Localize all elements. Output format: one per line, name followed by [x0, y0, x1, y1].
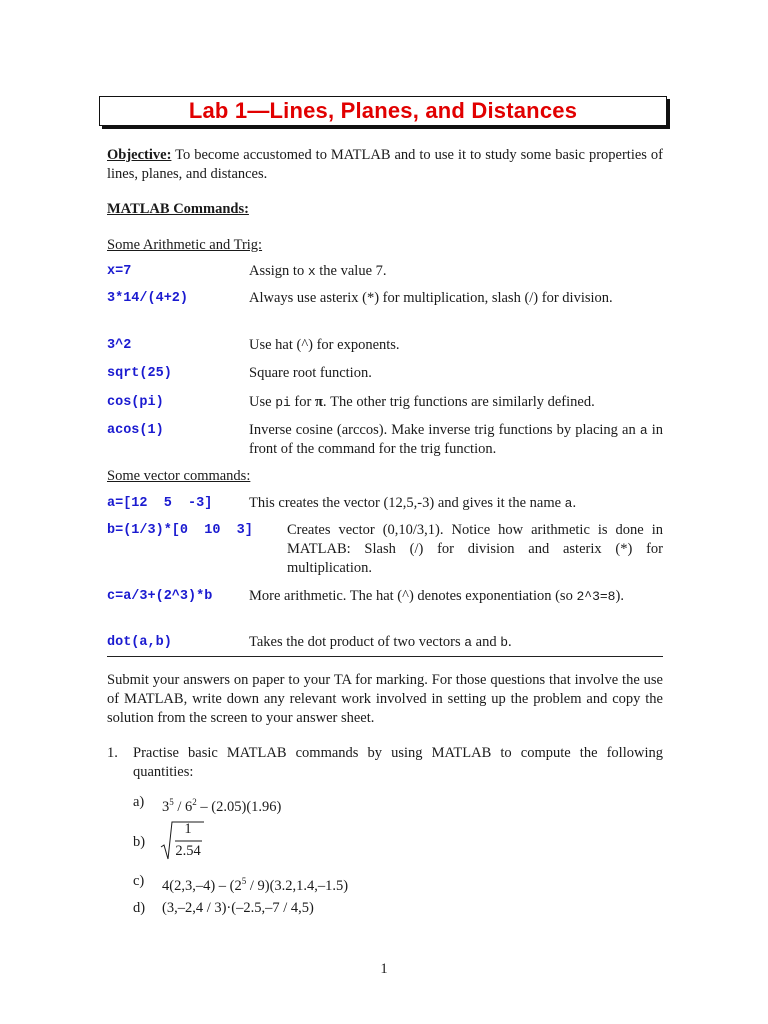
- page-number: 1: [380, 961, 388, 977]
- command-description: Creates vector (0,10/3,1). Notice how arithmetic is done in MATLAB: Slash (/) for division and asterix (*) for multiplication.: [287, 522, 663, 576]
- command-description: Use pi for π. The other trig functions are similarly defined.: [249, 394, 595, 410]
- command-description: This creates the vector (12,5,-3) and gives it the name a.: [249, 495, 577, 511]
- expression-a: $3^5 / 6^2 - (2.05)(1.96)$: [162, 797, 282, 815]
- expression-b-sqrt: [160, 819, 208, 863]
- expression-c: $4(2,3,-4) - (2^5 / 9)(3.2,1.4,-1.5)$: [162, 876, 349, 894]
- command-description: Use hat (^) for exponents.: [249, 337, 400, 353]
- question-text: Practise basic MATLAB commands by using MATLAB to compute the following quantities:: [133, 745, 663, 780]
- command-description: Inverse cosine (arccos). Make inverse trig functions by placing an a in front of the command for the trig function.: [249, 422, 663, 457]
- command-description: Assign to x the value 7.: [249, 263, 387, 279]
- command-vector-c: c=a/3+(2^3)*b: [107, 589, 213, 604]
- command-description: Square root function.: [249, 365, 372, 381]
- command-arithmetic: 3*14/(4+2): [107, 291, 189, 306]
- objective-label: Objective:: [107, 147, 172, 163]
- command-description: Always use asterix (*) for multiplication, slash (/) for division.: [249, 290, 613, 306]
- instructions-paragraph: Submit your answers on paper to your TA for marking. For those questions that involve the use of MATLAB, write down any relevant work involved in setting up the problem and copy the solution from the screen to your answer sheet.: [107, 672, 663, 726]
- title-box: [99, 96, 667, 126]
- command-dot: dot(a,b): [107, 635, 172, 650]
- objective-text: To become accustomed to MATLAB and to use it to study some basic properties of lines, planes, and distances.: [107, 147, 663, 182]
- command-vector-a: a=[12 5 -3]: [107, 496, 213, 511]
- command-description: Takes the dot product of two vectors a and b.: [249, 634, 512, 650]
- part-label-a: a): [133, 794, 145, 810]
- fraction-denominator: 2.54: [175, 843, 201, 859]
- vector-heading: Some vector commands:: [107, 468, 251, 484]
- commands-heading: MATLAB Commands:: [107, 201, 249, 217]
- fraction-numerator: 1: [184, 821, 192, 837]
- command-cos: cos(pi): [107, 395, 164, 410]
- part-label-c: c): [133, 873, 145, 889]
- part-label-b: b): [133, 834, 146, 850]
- arithmetic-heading: Some Arithmetic and Trig:: [107, 237, 263, 253]
- command-vector-b: b=(1/3)*[0 10 3]: [107, 523, 253, 538]
- expression-d: (3,–2,4 / 3)·(–2.5,–7 / 4,5): [162, 900, 314, 916]
- command-description: More arithmetic. The hat (^) denotes exponentiation (so 2^3=8).: [249, 588, 624, 604]
- part-label-d: d): [133, 900, 146, 916]
- question-number: 1.: [107, 745, 118, 761]
- page-title: Lab 1—Lines, Planes, and Distances: [188, 98, 578, 123]
- command-power: 3^2: [107, 338, 132, 353]
- section-divider: [107, 656, 663, 657]
- command-x-assign: x=7: [107, 264, 132, 279]
- command-sqrt: sqrt(25): [107, 366, 172, 381]
- objective-paragraph: [107, 146, 663, 184]
- command-acos: acos(1): [107, 423, 164, 438]
